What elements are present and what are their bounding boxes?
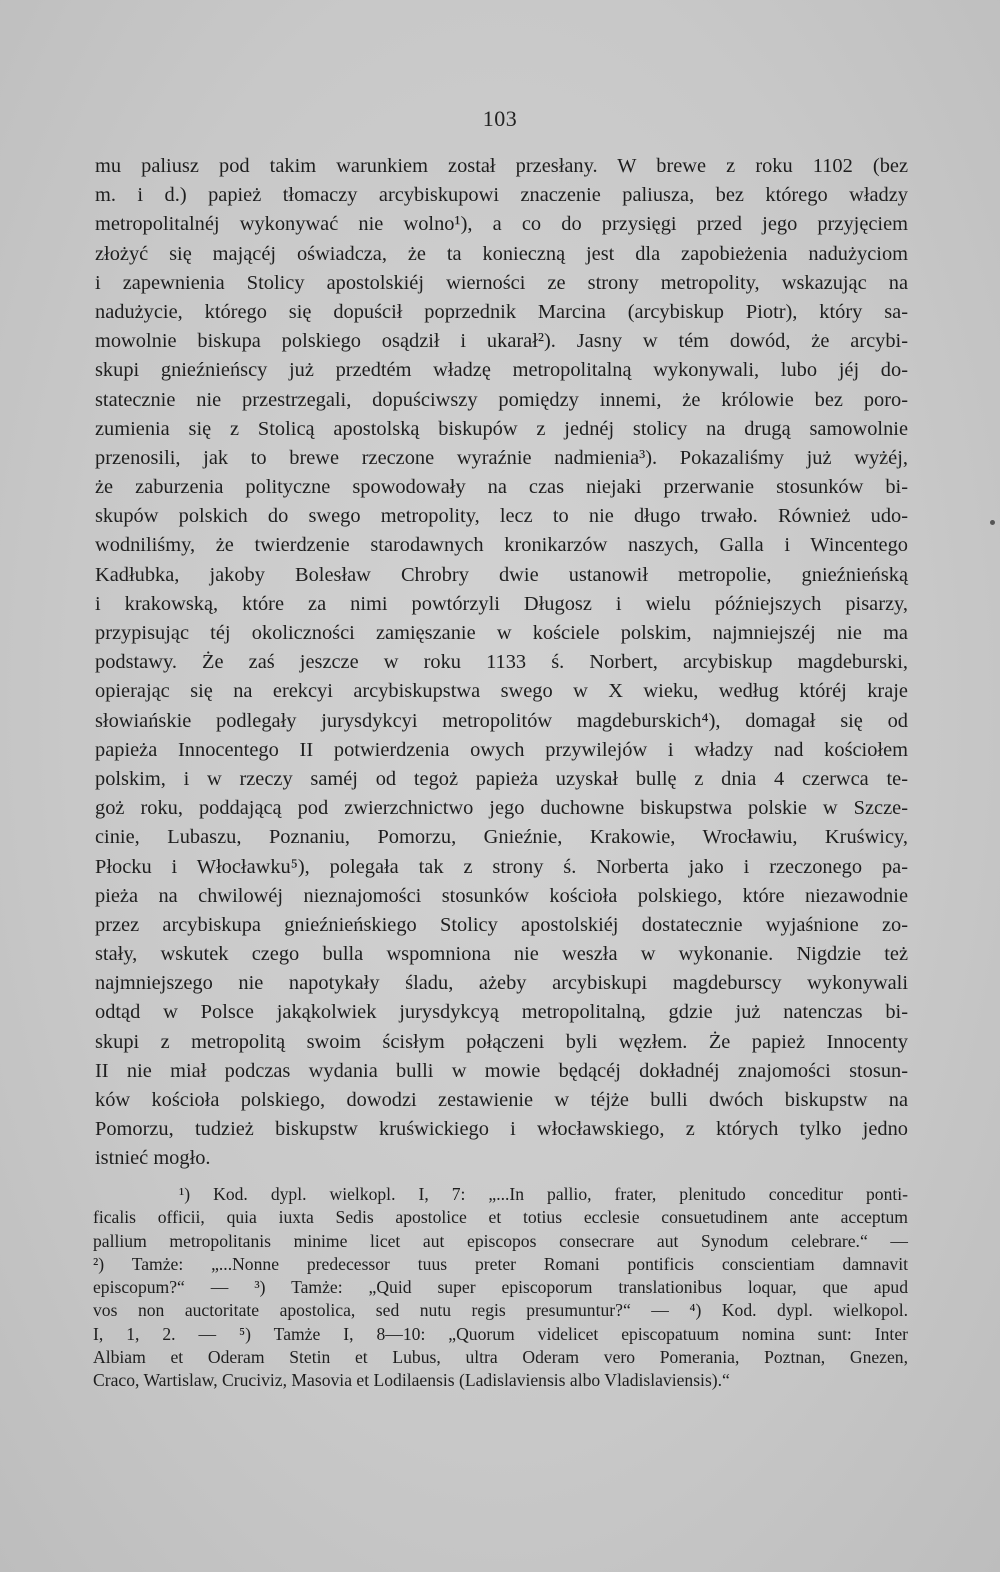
text-line: i krakowską, które za nimi powtórzyli Długosz i wielu późniejszych pisarzy, [95,592,908,615]
text-line: słowiańskie podlegały jurysdykcyi metropolitów magdeburskich⁴), domagał się od [95,709,908,732]
text-line: polskim, i w rzeczy saméj od tegoż papieża uzyskał bullę z dnia 4 czerwca te- [95,767,908,790]
text-line: podstawy. Że zaś jeszcze w roku 1133 ś. Norbert, arcybiskup magdeburski, [95,651,908,674]
text-line: II nie miał podczas wydania bulli w mowie będącéj dokładnéj znajomości stosun- [95,1059,908,1082]
text-line: złożyć się mającéj oświadcza, że ta konieczną jest dla zapobieżenia nadużyciom [95,242,908,265]
footnote-line: ficalis officii, quia iuxta Sedis apostolice et totius ecclesie consuetudinem ante acceptum [93,1207,908,1228]
text-line: przypisując téj okoliczności zamięszanie w kościele polskim, najmniejszéj nie ma [95,622,908,644]
text-line: pieża na chwilowéj nieznajomości stosunków kościoła polskiego, które niezawodnie [95,884,908,907]
footnote-line: Albiam et Oderam Stetin et Lubus, ultra Oderam vero Pomerania, Poztnan, Gnezen, [93,1347,908,1368]
text-line: metropolitalnéj wykonywać nie wolno¹), a co do przysięgi przed jego przyjęciem [95,213,908,236]
footnote-line: pallium metropolitanis minime licet aut episcopos consecrare aut Synodum celebrare.“ — [93,1230,908,1251]
text-line: najmniejszego nie napotykały śladu, ażeby arcybiskupi magdeburscy wykonywali [95,972,908,995]
text-line: i zapewnienia Stolicy apostolskiéj wierności ze strony metropolity, wskazując na [95,271,908,294]
text-line: stały, wskutek czego bulla wspomniona nie weszła w wykonanie. Nigdzie też [95,943,908,966]
footnote-line: vos non auctoritate apostolica, sed nutu regis presumuntur?“ — ⁴) Kod. dypl. wielkopol. [93,1300,908,1321]
text-line: mu paliusz pod takim warunkiem został przesłany. W brewe z roku 1102 (bez [95,155,908,177]
text-line: goż roku, poddającą pod zwierzchnictwo jego duchowne biskupstwa polskie w Szcze- [95,797,908,820]
footnote-line: I, 1, 2. — ⁵) Tamże I, 8—10: „Quorum videlicet episcopatuum nomina sunt: Inter [93,1323,908,1344]
footnote-line: Craco, Wartislaw, Cruciviz, Masovia et Lodilaensis (Ladislaviensis albo Vladislaviensis).“ [93,1370,730,1391]
page-number: 103 [482,106,518,131]
text-line: Pomorzu, tudzież biskupstw kruświckiego i włocławskiego, z których tylko jedno [95,1118,908,1141]
footnote-line: ²) Tamże: „...Nonne predecessor tuus preter Romani pontificis conscientiam damnavit [93,1253,908,1274]
main-text-block [95,152,908,1174]
text-line: m. i d.) papież tłomaczy arcybiskupowi znaczenie paliusza, bez którego władzy [95,184,908,207]
text-line: Kadłubka, jakoby Bolesław Chrobry dwie ustanowił metropolie, gnieźnieńską [95,563,908,586]
text-line: przenosili, jak to brewe rzeczone wyraźnie nadmienia³). Pokazaliśmy już wyżéj, [95,446,908,469]
text-line: nadużycie, którego się dopuścił poprzednik Marcina (arcybiskup Piotr), który sa- [95,300,908,323]
text-line: papieża Innocentego II potwierdzenia owych przywilejów i władzy nad kościołem [95,738,908,761]
print-speck [990,520,995,525]
text-line: cinie, Lubaszu, Poznaniu, Pomorzu, Gnieźnie, Krakowie, Wrocławiu, Kruświcy, [95,826,908,849]
text-line: ków kościoła polskiego, dowodzi zestawienie w téjże bulli dwóch biskupstw na [95,1089,908,1111]
text-line: odtąd w Polsce jakąkolwiek jurysdykcyą metropolitalną, gdzie już natenczas bi- [95,1001,908,1024]
text-line: skupów polskich do swego metropolity, lecz to nie długo trwało. Również udo- [95,505,908,528]
text-line: że zaburzenia polityczne spowodowały na czas niejaki przerwanie stosunków bi- [95,476,908,499]
text-line: mowolnie biskupa polskiego osądził i ukarał²). Jasny w tém dowód, że arcybi- [95,330,908,353]
text-line: zumienia się z Stolicą apostolską biskupów z jednéj stolicy na drugą samowolnie [95,417,908,440]
text-line: statecznie nie przestrzegali, dopuściwszy pomiędzy innemi, że królowie bez poro- [95,388,908,411]
text-line: przez arcybiskupa gnieźnieńskiego Stolicy apostolskiéj dostatecznie wyjaśnione zo- [95,913,908,936]
text-line: wodniliśmy, że twierdzenie starodawnych kronikarzów naszych, Galla i Wincentego [95,534,908,557]
text-line: skupi gnieźnieńscy już przedtém władzę metropolitalną wykonywali, lubo jéj do- [95,359,908,382]
text-line: istnieć mogło. [95,1147,211,1170]
footnote-line: episcopum?“ — ³) Tamże: „Quid super episcoporum translationibus loquar, que apud [93,1277,908,1298]
text-line: opierając się na erekcyi arcybiskupstwa swego w X wieku, według któréj kraje [95,680,908,703]
text-line: Płocku i Włocławku⁵), polegała tak z strony ś. Norberta jako i rzeczonego pa- [95,855,908,878]
footnote-line: ¹) Kod. dypl. wielkopl. I, 7: „...In pallio, frater, plenitudo conceditur ponti- [179,1184,908,1204]
text-line: skupi z metropolitą swoim ścisłym połączeni byli węzłem. Że papież Innocenty [95,1030,908,1053]
footnotes-block [93,1183,908,1393]
